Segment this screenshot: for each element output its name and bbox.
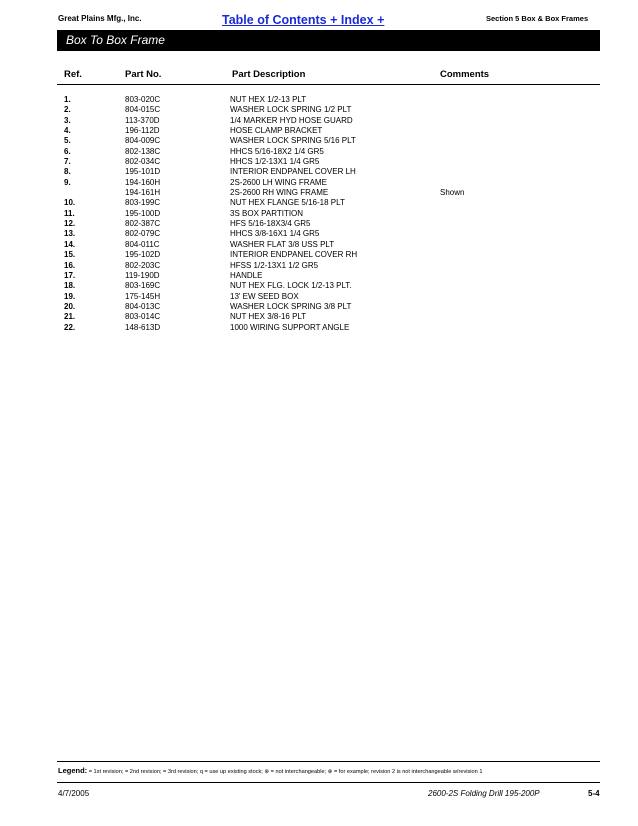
description-cell: HOSE CLAMP BRACKET (230, 126, 323, 136)
ref-cell: 21. (64, 312, 76, 322)
parts-table (0, 95, 638, 333)
page-title-bar (57, 30, 600, 51)
description-cell: 2S-2600 LH WING FRAME (230, 177, 327, 187)
ref-cell: 13. (64, 229, 76, 239)
part-number-cell: 119-190D (125, 270, 160, 280)
description-cell: WASHER LOCK SPRING 1/2 PLT (230, 105, 352, 115)
ref-cell: 4. (64, 126, 71, 136)
table-row (0, 178, 638, 188)
table-row (0, 147, 638, 157)
description-cell: HFS 5/16-18X3/4 GR5 (230, 219, 311, 229)
ref-cell: 12. (64, 219, 76, 229)
ref-cell: 19. (64, 291, 76, 301)
nav-links (222, 13, 384, 27)
ref-column-header: Ref. (64, 69, 82, 80)
part-number-cell: 195-101D (125, 167, 161, 177)
ref-cell: 6. (64, 146, 71, 156)
description-cell: HFSS 1/2-13X1 1/2 GR5 (230, 260, 319, 270)
part-number-cell: 803-199C (125, 198, 161, 208)
ref-cell: 3. (64, 115, 71, 125)
description-cell: NUT HEX FLANGE 5/16-18 PLT (230, 198, 345, 208)
legend-divider (57, 761, 600, 762)
ref-cell: 20. (64, 301, 76, 311)
ref-cell: 16. (64, 260, 76, 270)
footer-divider (57, 782, 600, 783)
toc-plus-link[interactable]: + (330, 13, 338, 27)
part-number-cell: 802-203C (125, 260, 161, 270)
ref-cell: 2. (64, 105, 71, 115)
part-number-cell: 194-160H (125, 177, 161, 187)
table-of-contents-link[interactable]: Table of Contents (222, 13, 327, 27)
ref-cell: 17. (64, 270, 76, 280)
description-cell: NUT HEX 3/8-16 PLT (230, 312, 307, 322)
page-number: 5-4 (588, 789, 600, 798)
table-row (0, 312, 638, 322)
legend (58, 766, 603, 775)
table-row (0, 250, 638, 260)
part-number-cell: 802-079C (125, 229, 161, 239)
description-cell: NUT HEX FLG. LOCK 1/2-13 PLT. (230, 281, 352, 291)
part-number-cell: 804-011C (125, 239, 160, 249)
table-row (0, 136, 638, 146)
ref-cell: 1. (64, 95, 71, 104)
table-row (0, 271, 638, 281)
footer-document-id: 2600-2S Folding Drill 195-200P (428, 789, 540, 798)
part-number-cell: 802-138C (125, 146, 161, 156)
part-number-cell: 148-613D (125, 322, 161, 332)
table-row (0, 116, 638, 126)
part-number-cell: 802-034C (125, 157, 161, 167)
description-cell: HANDLE (230, 270, 263, 280)
comments-column-header: Comments (440, 69, 490, 80)
page-title: Box To Box Frame (66, 33, 165, 47)
part-number-cell: 803-169C (125, 281, 161, 291)
description-column-header: Part Description (232, 69, 306, 80)
section-title: Section 5 Box & Box Frames (486, 14, 589, 23)
company-name: Great Plains Mfg., Inc. (58, 14, 142, 23)
part-number-cell: 175-145H (125, 291, 161, 301)
ref-cell: 9. (64, 177, 71, 187)
description-cell: 1000 WIRING SUPPORT ANGLE (230, 322, 350, 332)
description-cell: HHCS 5/16-18X2 1/4 GR5 (230, 146, 324, 156)
comment-cell: Shown (440, 188, 465, 198)
description-cell: WASHER LOCK SPRING 5/16 PLT (230, 136, 356, 146)
part-number-cell: 113-370D (125, 115, 160, 125)
footer-date: 4/7/2005 (58, 789, 90, 798)
table-row (0, 292, 638, 302)
table-row (0, 157, 638, 167)
table-row (0, 219, 638, 229)
table-row (0, 105, 638, 115)
description-cell: WASHER FLAT 3/8 USS PLT (230, 239, 335, 249)
ref-cell: 7. (64, 157, 71, 167)
part-no-column-header: Part No. (125, 69, 162, 80)
description-cell: 2S-2600 RH WING FRAME (230, 188, 329, 198)
part-number-cell: 195-100D (125, 208, 161, 218)
ref-cell: 10. (64, 198, 76, 208)
description-cell: WASHER LOCK SPRING 3/8 PLT (230, 301, 352, 311)
legend-text: = 1st revision; = 2nd revision; = 3rd revision; q = use up existing stock; ⊗ = not interchangeable; ⊗ = for example; revision 2 is not interchangeable w/revision 1 (88, 769, 483, 775)
table-row (0, 302, 638, 312)
part-number-cell: 195-102D (125, 250, 161, 260)
ref-cell: 14. (64, 239, 76, 249)
table-row (0, 198, 638, 208)
table-row (0, 126, 638, 136)
table-row (0, 261, 638, 271)
description-cell: 13' EW SEED BOX (230, 291, 299, 301)
part-number-cell: 804-013C (125, 301, 161, 311)
ref-cell: 18. (64, 281, 76, 291)
table-row (0, 188, 638, 198)
part-number-cell: 196-112D (125, 126, 160, 136)
index-link[interactable]: Index (340, 13, 374, 27)
part-number-cell: 804-015C (125, 105, 161, 115)
table-row (0, 229, 638, 239)
part-number-cell: 803-020C (125, 95, 161, 104)
table-row (0, 323, 638, 333)
ref-cell: 22. (64, 322, 76, 332)
description-cell: NUT HEX 1/2-13 PLT (230, 95, 307, 104)
table-row (0, 95, 638, 105)
description-cell: 3S BOX PARTITION (230, 208, 304, 218)
description-cell: INTERIOR ENDPANEL COVER LH (230, 167, 356, 177)
ref-cell: 15. (64, 250, 76, 260)
ref-cell: 5. (64, 136, 71, 146)
ref-cell: 11. (64, 208, 75, 218)
ref-cell: 8. (64, 167, 71, 177)
description-cell: INTERIOR ENDPANEL COVER RH (230, 250, 358, 260)
table-row (0, 209, 638, 219)
part-number-cell: 802-387C (125, 219, 161, 229)
table-row (0, 240, 638, 250)
header-divider (57, 84, 600, 85)
part-number-cell: 803-014C (125, 312, 161, 322)
part-number-cell: 804-009C (125, 136, 161, 146)
legend-label: Legend: (58, 766, 88, 775)
index-plus-link[interactable]: + (377, 13, 385, 27)
description-cell: HHCS 3/8-16X1 1/4 GR5 (230, 229, 320, 239)
description-cell: 1/4 MARKER HYD HOSE GUARD (230, 115, 353, 125)
table-row (0, 167, 638, 177)
table-row (0, 281, 638, 291)
description-cell: HHCS 1/2-13X1 1/4 GR5 (230, 157, 320, 167)
part-number-cell: 194-161H (125, 188, 161, 198)
